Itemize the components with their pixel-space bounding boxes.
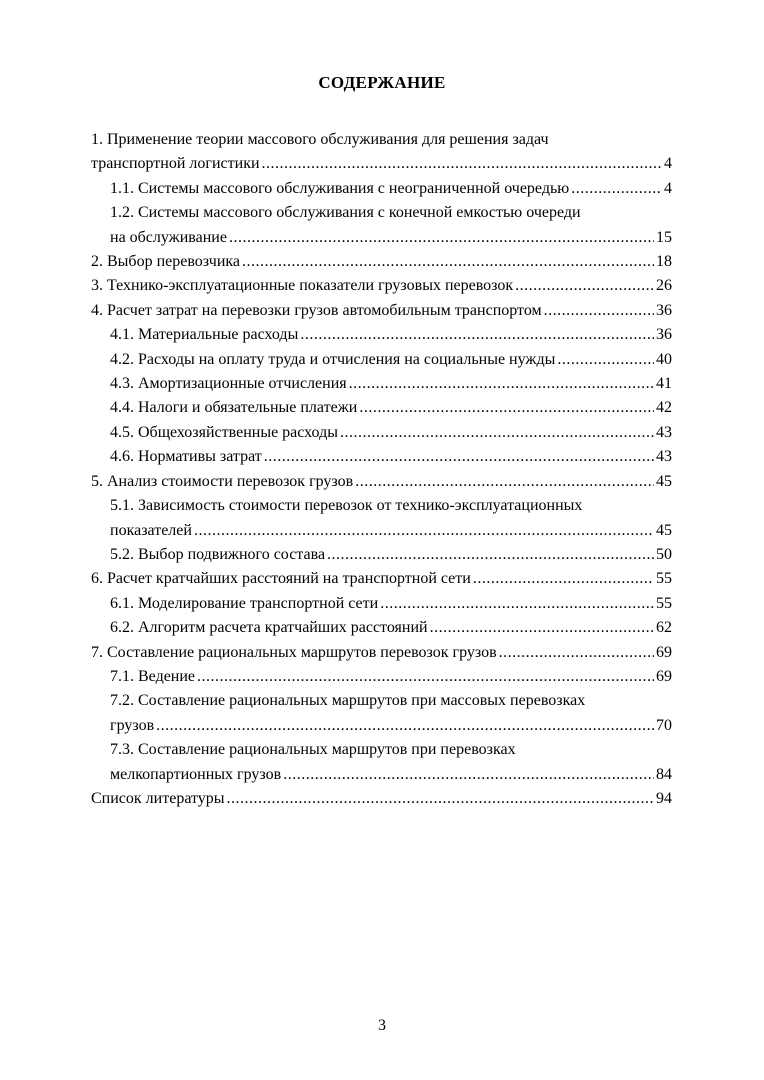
toc-entry-title: 1. Применение теории массового обслуживания для решения задач [91, 131, 549, 148]
table-of-contents [91, 128, 672, 811]
toc-entry-title: 2. Выбор перевозчика [91, 253, 241, 271]
toc-page-number: 50 [656, 545, 672, 563]
toc-page-number: 41 [656, 375, 672, 393]
toc-entry-title: Список литературы [91, 789, 225, 807]
toc-entry[interactable] [91, 689, 672, 738]
toc-entry-title: 3. Технико-эксплуатационные показатели грузовых перевозок [91, 277, 514, 295]
toc-entry[interactable] [91, 494, 672, 543]
toc-page-number: 45 [656, 521, 672, 539]
toc-entry[interactable] [91, 323, 672, 347]
toc-entry-title: 4.2. Расходы на оплату труда и отчисления на социальные нужды [110, 350, 556, 368]
toc-entry[interactable] [91, 445, 672, 469]
toc-entry-title: 7.1. Ведение [110, 667, 196, 685]
toc-page-number: 42 [656, 399, 672, 417]
toc-leader-dots [571, 177, 662, 201]
toc-entry-title: показателей [110, 521, 192, 539]
toc-entry[interactable] [91, 201, 672, 250]
toc-entry[interactable] [91, 421, 672, 445]
toc-leader-dots [544, 299, 654, 323]
toc-entry-title: 1.1. Системы массового обслуживания с неограниченной очередью [110, 179, 570, 197]
toc-entry[interactable] [91, 641, 672, 665]
toc-entry-title: 6.1. Моделирование транспортной сети [110, 594, 379, 612]
toc-page-number: 40 [656, 350, 672, 368]
toc-page-number: 4 [664, 179, 672, 197]
toc-entry[interactable] [91, 348, 672, 372]
toc-entry-title: транспортной логистики [91, 155, 260, 173]
toc-page-number: 43 [656, 448, 672, 466]
toc-entry-title: 4.4. Налоги и обязательные платежи [110, 399, 358, 417]
toc-leader-dots [473, 567, 654, 591]
toc-entry-title: 6. Расчет кратчайших расстояний на транспортной сети [91, 570, 471, 588]
toc-page-number: 55 [656, 594, 672, 612]
toc-page-number: 43 [656, 423, 672, 441]
toc-leader-dots [194, 519, 654, 543]
toc-entry-title: 4.3. Амортизационные отчисления [110, 375, 347, 393]
toc-leader-dots [355, 470, 654, 494]
toc-leader-dots [430, 616, 654, 640]
toc-page-number: 94 [656, 789, 672, 807]
toc-entry[interactable] [91, 372, 672, 396]
toc-entry[interactable] [91, 396, 672, 420]
toc-leader-dots [557, 348, 654, 372]
page-number: 3 [378, 1017, 386, 1034]
toc-leader-dots [349, 372, 654, 396]
toc-page-number: 18 [656, 253, 672, 271]
toc-entry[interactable] [91, 665, 672, 689]
toc-entry-title: 5. Анализ стоимости перевозок грузов [91, 472, 354, 490]
toc-leader-dots [499, 641, 654, 665]
toc-leader-dots [262, 152, 662, 176]
toc-entry[interactable] [91, 616, 672, 640]
toc-page-number: 36 [656, 326, 672, 344]
toc-entry-title: 7. Составление рациональных маршрутов перевозок грузов [91, 643, 497, 661]
toc-entry[interactable] [91, 567, 672, 591]
toc-page-number: 26 [656, 277, 672, 295]
toc-leader-dots [156, 714, 654, 738]
toc-entry-title: 4.6. Нормативы затрат [110, 448, 262, 466]
toc-entry-title: 4. Расчет затрат на перевозки грузов автомобильным транспортом [91, 301, 542, 319]
toc-leader-dots [229, 226, 654, 250]
toc-page-number: 69 [656, 643, 672, 661]
toc-page-number: 70 [656, 716, 672, 734]
toc-page-number: 36 [656, 301, 672, 319]
toc-page-number: 15 [656, 228, 672, 246]
toc-entry-title: 4.1. Материальные расходы [110, 326, 299, 344]
toc-leader-dots [300, 323, 654, 347]
toc-leader-dots [264, 445, 654, 469]
toc-entry-title: 7.2. Составление рациональных маршрутов при массовых перевозках [110, 692, 586, 710]
toc-entry-title: 5.1. Зависимость стоимости перевозок от технико-эксплуатационных [110, 497, 583, 515]
toc-entry-title: 5.2. Выбор подвижного состава [110, 545, 326, 563]
toc-leader-dots [340, 421, 654, 445]
toc-entry[interactable] [91, 470, 672, 494]
toc-leader-dots [327, 543, 654, 567]
toc-entry[interactable] [91, 787, 672, 811]
toc-entry-title: на обслуживание [110, 228, 227, 246]
toc-page-number: 45 [656, 472, 672, 490]
toc-entry-title: грузов [110, 716, 155, 734]
toc-entry-title: 7.3. Составление рациональных маршрутов при перевозках [110, 741, 516, 759]
toc-entry-title: 4.5. Общехозяйственные расходы [110, 423, 338, 441]
toc-leader-dots [283, 763, 654, 787]
toc-entry[interactable] [91, 738, 672, 787]
toc-page-number: 69 [656, 667, 672, 685]
toc-entry[interactable] [91, 250, 672, 274]
toc-entry[interactable] [91, 128, 672, 177]
toc-entry[interactable] [91, 274, 672, 298]
toc-leader-dots [359, 396, 654, 420]
page-title: СОДЕРЖАНИЕ [318, 73, 446, 92]
toc-entry[interactable] [91, 543, 672, 567]
toc-page-number: 84 [656, 765, 672, 783]
toc-entry[interactable] [91, 177, 672, 201]
toc-page-number: 4 [664, 155, 672, 173]
toc-entry-title: 1.2. Системы массового обслуживания с конечной емкостью очереди [110, 204, 581, 222]
toc-leader-dots [242, 250, 654, 274]
toc-leader-dots [197, 665, 654, 689]
toc-entry[interactable] [91, 299, 672, 323]
toc-entry[interactable] [91, 592, 672, 616]
toc-page-number: 62 [656, 619, 672, 637]
toc-entry-title: мелкопартионных грузов [110, 765, 282, 783]
toc-entry-title: 6.2. Алгоритм расчета кратчайших расстояний [110, 619, 428, 637]
toc-leader-dots [515, 274, 654, 298]
toc-page-number: 55 [656, 570, 672, 588]
toc-leader-dots [380, 592, 654, 616]
toc-leader-dots [227, 787, 654, 811]
